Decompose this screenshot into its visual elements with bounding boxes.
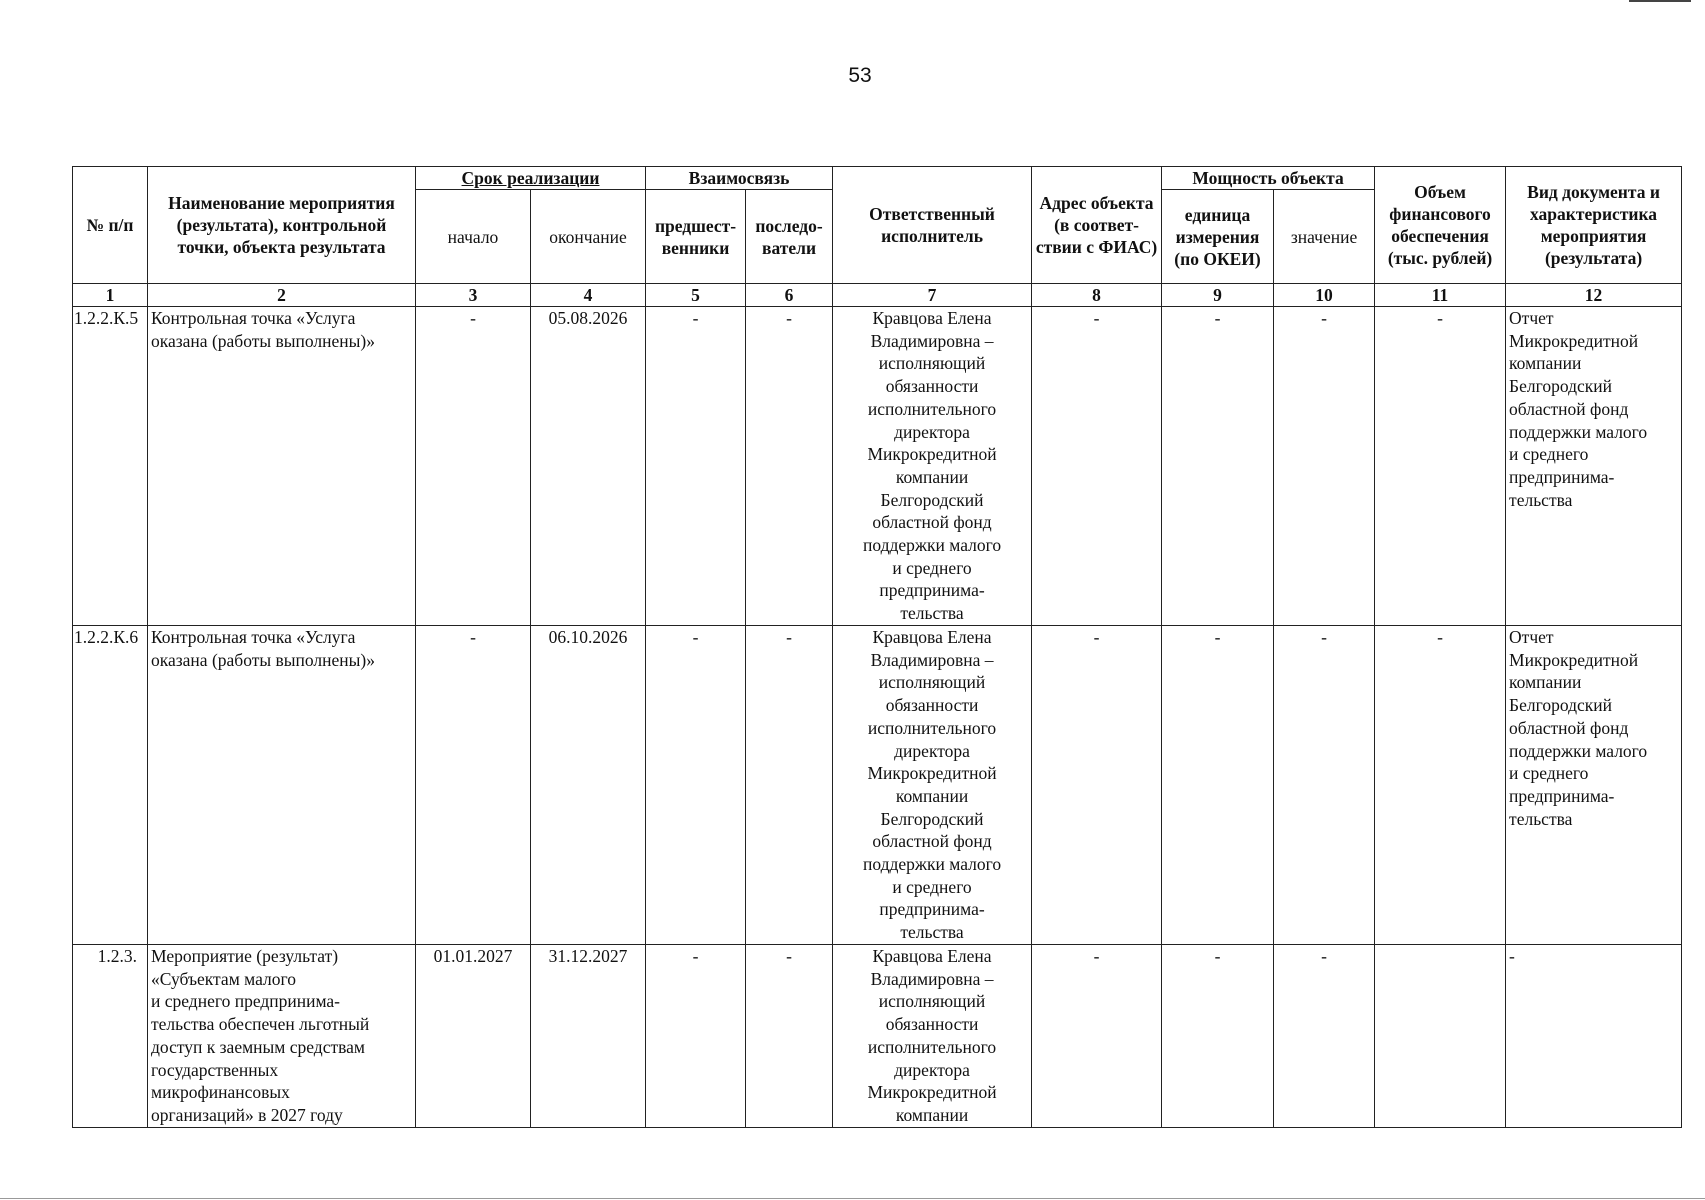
header-link-group: Взаимосвязь <box>646 167 833 190</box>
row-unit: - <box>1162 626 1274 945</box>
row-address: - <box>1032 945 1162 1128</box>
row-responsible: Кравцова Елена Владимировна – исполняющий обязанности исполнительного директора Микрокредитной компании Белгородский областной фонд поддержки малого и среднего предпринима- тельства <box>833 307 1032 626</box>
top-edge-rule <box>1629 0 1691 2</box>
header-value: значение <box>1274 190 1375 284</box>
row-document: Отчет Микрокредитной компании Белгородский областной фонд поддержки малого и среднего предпринима- тельства <box>1506 307 1682 626</box>
column-number: 1 <box>73 284 148 307</box>
row-number: 1.2.3. <box>73 945 148 1128</box>
row-end: 31.12.2027 <box>531 945 646 1128</box>
column-number: 9 <box>1162 284 1274 307</box>
row-number: 1.2.2.К.6 <box>73 626 148 945</box>
row-unit: - <box>1162 945 1274 1128</box>
header-address: Адрес объекта (в соответ-ствии с ФИАС) <box>1032 167 1162 284</box>
header-capacity-group: Мощность объекта <box>1162 167 1375 190</box>
column-number-row <box>73 284 1682 307</box>
page-number: 53 <box>848 64 872 87</box>
row-responsible: Кравцова Елена Владимировна – исполняющий обязанности исполнительного директора Микрокредитной компании <box>833 945 1032 1128</box>
row-successors: - <box>746 945 833 1128</box>
column-number: 5 <box>646 284 746 307</box>
table-row <box>73 945 1682 1128</box>
header-end: окончание <box>531 190 646 284</box>
table-header <box>73 167 1682 307</box>
row-value: - <box>1274 307 1375 626</box>
row-address: - <box>1032 307 1162 626</box>
row-name: Контрольная точка «Услуга оказана (работы выполнены)» <box>148 626 416 945</box>
row-end: 05.08.2026 <box>531 307 646 626</box>
row-document: Отчет Микрокредитной компании Белгородский областной фонд поддержки малого и среднего предпринима- тельства <box>1506 626 1682 945</box>
header-unit: единица измерения (по ОКЕИ) <box>1162 190 1274 284</box>
row-name: Мероприятие (результат) «Субъектам малого и среднего предпринима- тельства обеспечен льготный доступ к заемным средствам государственных микрофинансовых организаций» в 2027 году <box>148 945 416 1128</box>
row-start: - <box>416 626 531 945</box>
column-number: 10 <box>1274 284 1375 307</box>
row-start: - <box>416 307 531 626</box>
row-predecessors: - <box>646 945 746 1128</box>
column-number: 3 <box>416 284 531 307</box>
header-predecessors: предшест-венники <box>646 190 746 284</box>
header-document: Вид документа и характеристика мероприятия (результата) <box>1506 167 1682 284</box>
row-successors: - <box>746 307 833 626</box>
column-number: 4 <box>531 284 646 307</box>
header-name: Наименование мероприятия (результата), контрольной точки, объекта результата <box>148 167 416 284</box>
table-row <box>73 307 1682 626</box>
column-number: 7 <box>833 284 1032 307</box>
row-unit: - <box>1162 307 1274 626</box>
row-number: 1.2.2.К.5 <box>73 307 148 626</box>
row-value: - <box>1274 626 1375 945</box>
column-number: 8 <box>1032 284 1162 307</box>
column-number: 6 <box>746 284 833 307</box>
row-financing <box>1375 945 1506 1128</box>
bottom-edge-rule <box>0 1198 1705 1199</box>
table-body <box>73 307 1682 1128</box>
row-financing: - <box>1375 626 1506 945</box>
row-end: 06.10.2026 <box>531 626 646 945</box>
column-number: 11 <box>1375 284 1506 307</box>
row-predecessors: - <box>646 626 746 945</box>
column-number: 2 <box>148 284 416 307</box>
row-address: - <box>1032 626 1162 945</box>
row-start: 01.01.2027 <box>416 945 531 1128</box>
row-value: - <box>1274 945 1375 1128</box>
header-financing: Объем финансового обеспечения (тыс. рублей) <box>1375 167 1506 284</box>
row-financing: - <box>1375 307 1506 626</box>
header-term-group: Срок реализации <box>416 167 646 190</box>
header-responsible: Ответственный исполнитель <box>833 167 1032 284</box>
table-row <box>73 626 1682 945</box>
row-predecessors: - <box>646 307 746 626</box>
header-start: начало <box>416 190 531 284</box>
header-successors: последо-ватели <box>746 190 833 284</box>
row-document: - <box>1506 945 1682 1128</box>
row-successors: - <box>746 626 833 945</box>
row-responsible: Кравцова Елена Владимировна – исполняющий обязанности исполнительного директора Микрокредитной компании Белгородский областной фонд поддержки малого и среднего предпринима- тельства <box>833 626 1032 945</box>
header-no: № п/п <box>73 167 148 284</box>
column-number: 12 <box>1506 284 1682 307</box>
row-name: Контрольная точка «Услуга оказана (работы выполнены)» <box>148 307 416 626</box>
plan-table <box>72 166 1682 1128</box>
